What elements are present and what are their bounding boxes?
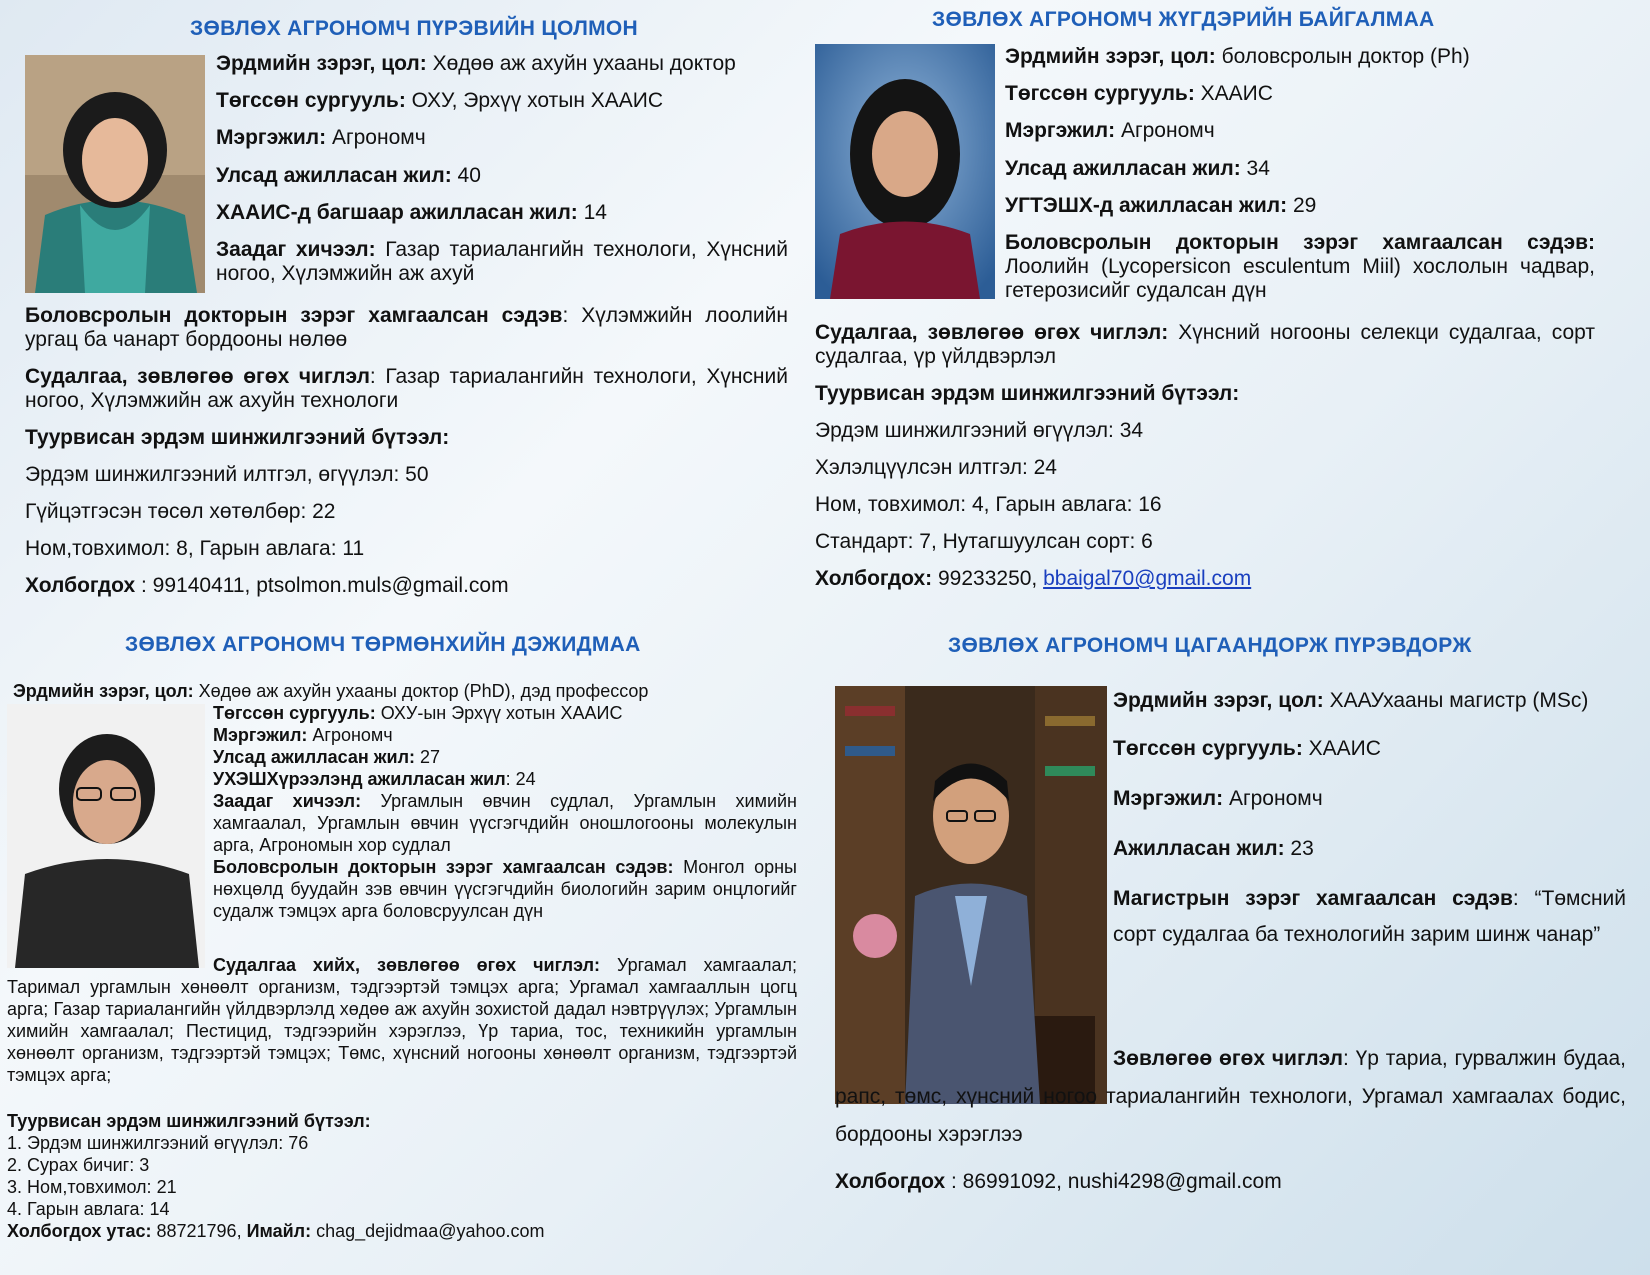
degree-row: Эрдмийн зэрэг, цол: Хөдөө аж ахуйн ухааны доктор [216,52,736,75]
degree-row: Эрдмийн зэрэг, цол: боловсролын доктор (Ph) [1005,45,1470,68]
works-item: Гүйцэтгэсэн төсөл хөтөлбөр: 22 [25,500,336,523]
school-row: Төгссөн сургууль: ОХУ-ын Эрхүү хотын ХААИС [213,703,623,723]
degree-row: Эрдмийн зэрэг, цол: ХААУхааны магистр (MSc) [1113,689,1589,712]
works-heading: Туурвисан эрдэм шинжилгээний бүтээл: [7,1111,371,1131]
profile-title: ЗӨВЛӨХ АГРОНОМЧ ПҮРЭВИЙН ЦОЛМОН [190,17,639,40]
profession-row: Мэргэжил: Агрономч [1113,787,1323,810]
research-row: Судалгаа хийх, зөвлөгөө өгөх чиглэл: Ургамал хамгаалал; Таримал ургамлын хөнөөлт организм, тэдгээртэй тэмцэх арга; Ургамал хамгааллын цогц арга; Газар тариалангийн үйлдвэрлэлд хөдөө аж ахуйн зохистой дадал нэвтрүүлэх; Ургамлын химийн хамгаалал; Пестицид, тэдгээрийн хэрэглээ, Үр тариа, тос, техникийн ургамлын хөнөөлт организм, тэдгээртэй тэмцэх; Төмс, хүнсний ногооны хөнөөлт организм, тэдгээртэй тэмцэх арга; [7,955,797,1085]
institute-years-row: УГТЭШХ-д ажилласан жил: 29 [1005,194,1317,217]
subjects-row: Заадаг хичээл: Ургамлын өвчин судлал, Ургамлын химийн хамгаалал, Ургамлын өвчин үүсгэгчдийн оношлогооны молекулын арга, Агрономын хор судлал [213,791,797,855]
years-row: Улсад ажилласан жил: 40 [216,164,481,187]
works-item: 4. Гарын авлага: 14 [7,1199,170,1219]
contact-row: Холбогдох утас: 88721796, Имайл: chag_dejidmaa@yahoo.com [7,1221,545,1241]
portrait-photo [815,44,995,299]
works-item: Стандарт: 7, Нутагшуулсан сорт: 6 [815,530,1153,553]
works-heading: Туурвисан эрдэм шинжилгээний бүтээл: [25,426,450,449]
years-row: Ажилласан жил: 23 [1113,837,1314,860]
works-heading: Туурвисан эрдэм шинжилгээний бүтээл: [815,382,1240,405]
contact-row: Холбогдох: 99233250, bbaigal70@gmail.com [815,567,1252,590]
profession-row: Мэргэжил: Агрономч [1005,119,1215,142]
thesis-row: Боловсролын докторын зэрэг хамгаалсан сэдэв: Лоолийн (Lycopersicon esculentum Miil) хослолын чадвар, гетерозисийг судалсан дүн [1005,231,1595,302]
profile-title: ЗӨВЛӨХ АГРОНОМЧ ЖҮГДЭРИЙН БАЙГАЛМАА [932,8,1435,31]
works-item: 3. Ном,товхимол: 21 [7,1177,177,1197]
school-row: Төгссөн сургууль: ОХУ, Эрхүү хотын ХААИС [216,89,664,112]
thesis-row: Магистрын зэрэг хамгаалсан сэдэв: “Төмсний сорт судалгаа ба технологийн зарим шинж чанар” [1113,887,1626,946]
research-row: Судалгаа, зөвлөгөө өгөх чиглэл: Газар тариалангийн технологи, Хүнсний ногоо, Хүлэмжийн аж ахуйн технологи [25,365,788,412]
profile-title: ЗӨВЛӨХ АГРОНОМЧ ТӨРМӨНХИЙН ДЭЖИДМАА [125,633,641,656]
school-row: Төгссөн сургууль: ХААИС [1113,737,1381,760]
profession-row: Мэргэжил: Агрономч [213,725,393,745]
years-row: Улсад ажилласан жил: 34 [1005,157,1270,180]
years-row: Улсад ажилласан жил: 27 [213,747,441,767]
thesis-row: Боловсролын докторын зэрэг хамгаалсан сэдэв: Монгол орны нөхцөлд буудайн зэв өвчин үүсгэгчдийн биологийн зарим онцлогийг судалж тэмцэх арга боловсруулсан дүн [213,857,797,921]
school-row: Төгссөн сургууль: ХААИС [1005,82,1273,105]
research-row: Судалгаа, зөвлөгөө өгөх чиглэл: Хүнсний ногооны селекци судалгаа, сорт судалгаа, үр үйлдвэрлэл [815,321,1595,368]
works-item: Хэлэлцүүлсэн илтгэл: 24 [815,456,1057,479]
works-item: 1. Эрдэм шинжилгээний өгүүлэл: 76 [7,1133,309,1153]
works-item: Ном,товхимол: 8, Гарын авлага: 11 [25,537,365,560]
works-item: 2. Сурах бичиг: 3 [7,1155,150,1175]
portrait-photo [7,704,205,968]
portrait-photo [25,55,205,293]
works-item: Эрдэм шинжилгээний өгүүлэл: 34 [815,419,1144,442]
contact-row: Холбогдох : 86991092, nushi4298@gmail.com [835,1170,1282,1193]
contact-row: Холбогдох : 99140411, ptsolmon.muls@gmail.com [25,574,509,597]
profile-title: ЗӨВЛӨХ АГРОНОМЧ ЦАГААНДОРЖ ПҮРЭВДОРЖ [948,634,1472,657]
degree-row: Эрдмийн зэрэг, цол: Хөдөө аж ахуйн ухааны доктор (PhD), дэд профессор [13,681,649,701]
works-item: Эрдэм шинжилгээний илтгэл, өгүүлэл: 50 [25,463,429,486]
institute-years-row: УХЭШХүрээлэнд ажилласан жил: 24 [213,769,536,789]
profession-row: Мэргэжил: Агрономч [216,126,426,149]
teaching-years-row: ХААИС-д багшаар ажилласан жил: 14 [216,201,607,224]
subjects-row: Заадаг хичээл: Газар тариалангийн технологи, Хүнсний ногоо, Хүлэмжийн аж ахуй [216,238,788,285]
email-link[interactable]: bbaigal70@gmail.com [1043,567,1252,590]
advice-row: Зөвлөгөө өгөх чиглэл: Үр тариа, гурвалжин будаа, рапс, төмс, хүнсний ногоо тариалангийн технологи, Ургамал хамгаалах бодис, бордооны хэрэглээ [835,1047,1626,1146]
thesis-row: Боловсролын докторын зэрэг хамгаалсан сэдэв: Хүлэмжийн лоолийн ургац ба чанарт бордооны нөлөө [25,304,788,351]
works-item: Ном, товхимол: 4, Гарын авлага: 16 [815,493,1162,516]
